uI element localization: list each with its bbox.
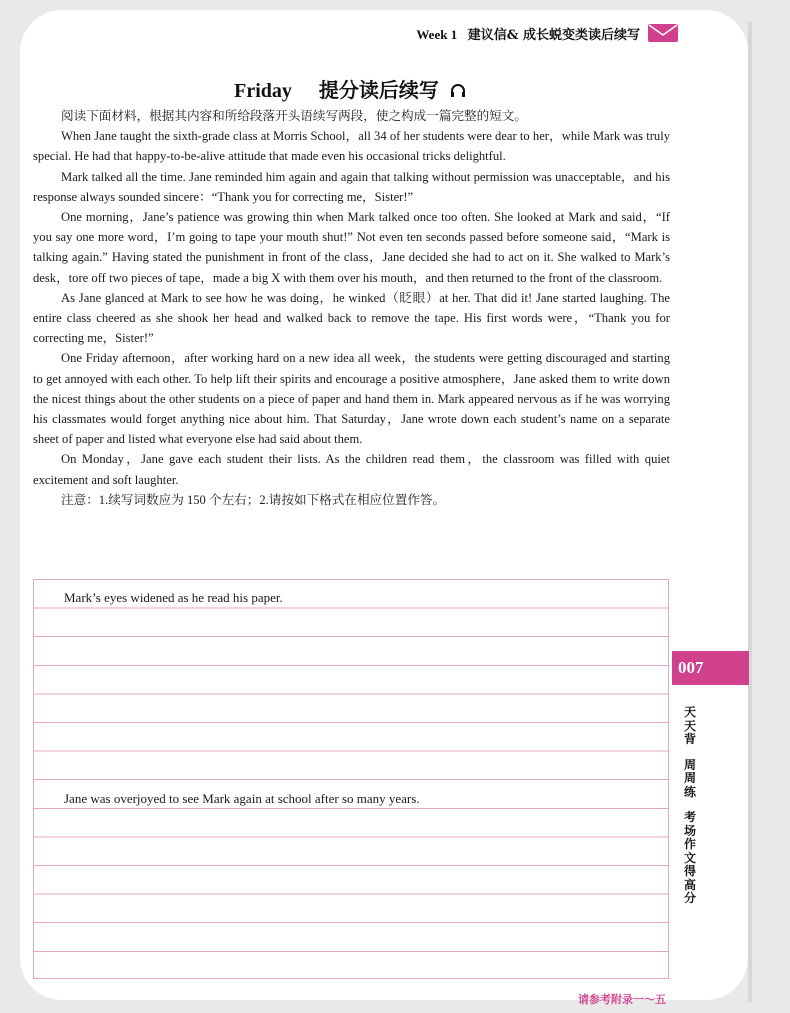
passage-paragraph: Mark talked all the time. Jane reminded him again and again that talking without permission was unacceptable，and his response always sounded sincere：“Thank you for correcting me，Sister!” — [33, 169, 670, 204]
reading-passage — [33, 106, 670, 510]
page-title — [0, 74, 700, 104]
series-sidebar — [681, 706, 699, 918]
slogan-label: 考场作文得高分 — [683, 810, 696, 905]
note: 注意：1.续写词数应为 150 个左右；2.请按如下格式在相应位置作答。 — [61, 492, 446, 507]
passage-paragraph: One Friday afternoon，after working hard on a new idea all week，the students were getting discouraged and starting to get annoyed with each other. To help lift their spirits and encourage a positive atmosphere，Jane asked them to write down the nicest things about the other students on a piece of paper and hand them in. Mark appeared nervous as if he was worrying his classmates would forget anything nice about him. That Saturday，Jane wrote down each student’s name on a separate sheet of paper and listed what everyone else had said about them. — [33, 351, 670, 447]
practice-label: 周周练 — [683, 757, 696, 799]
paragraph-starter-1: Mark’s eyes widened as he read his paper. — [64, 590, 283, 605]
running-header — [416, 24, 640, 43]
answer-area[interactable] — [33, 579, 669, 979]
headphones-icon[interactable] — [450, 80, 466, 104]
envelope-icon — [648, 24, 678, 42]
instruction: 阅读下面材料，根据其内容和所给段落开头语续写两段，使之构成一篇完整的短文。 — [61, 109, 527, 123]
page-number-tab: 007 — [672, 651, 749, 685]
week-label: Week 1 — [416, 27, 458, 42]
footer-note: 请参考附录一～五 — [578, 993, 666, 1006]
passage-paragraph: As Jane glanced at Mark to see how he was doing，he winked（眨眼）at her. That did it! Jane started laughing. The entire class cheered as she shook her head and walked back to remove the tape. His first words were，“Thank you for correcting me，Sister!” — [33, 290, 670, 346]
passage-paragraph: One morning，Jane’s patience was growing thin when Mark talked once too often. She looked at Mark and said，“If you say one more word，I’m going to tape your mouth shut!” Not even ten seconds passed before someone said，“Mark is talking again.” Having stated the punishment in front of the class，Jane decided she had to act on it. She walked to Mark’s desk，tore off two pieces of tape，made a big X with them over his mouth，and then returned to the front of the classroom. — [33, 210, 670, 285]
passage-paragraph: On Monday，Jane gave each student their lists. As the children read them，the classroom was filled with quiet excitement and soft laughter. — [33, 452, 670, 487]
paragraph-starter-2: Jane was overjoyed to see Mark again at school after so many years. — [64, 791, 420, 806]
series-label: 天天背 — [683, 705, 696, 746]
page-edge — [748, 22, 752, 1002]
title-day: Friday — [234, 80, 292, 102]
passage-paragraph: When Jane taught the sixth-grade class at Morris School，all 34 of her students were dear to her，while Mark was truly special. He had that happy-to-be-alive attitude that made even his occasional tricks delightful. — [33, 129, 670, 164]
topic-label: 建议信& 成长蜕变类读后续写 — [467, 28, 640, 43]
title-task: 提分读后续写 — [318, 78, 439, 102]
